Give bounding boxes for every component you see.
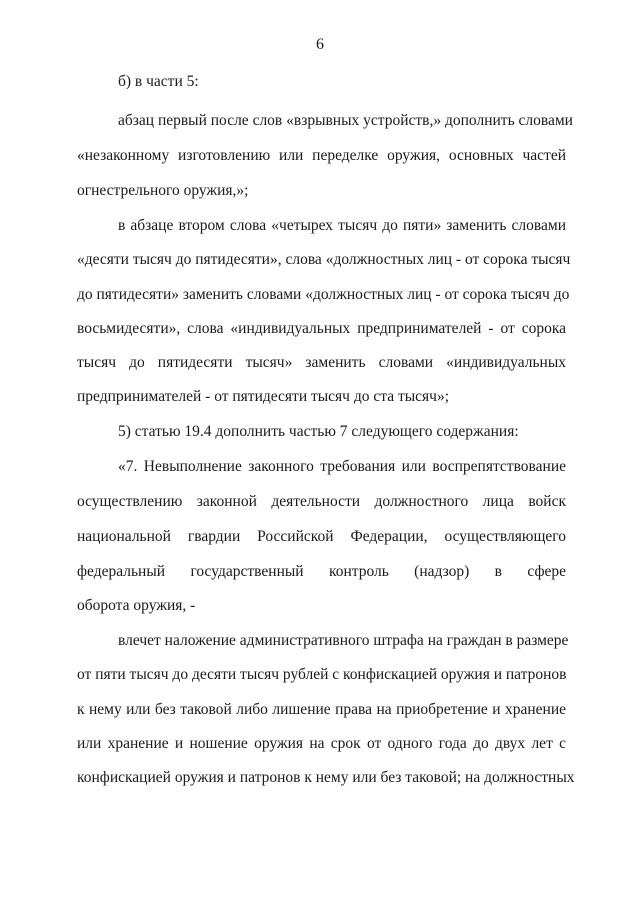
text-line: влечет наложение административного штрафа на граждан в размере bbox=[118, 632, 569, 649]
text-line: конфискацией оружия и патронов к нему или без таковой; на должностных bbox=[77, 769, 575, 786]
text-line: восьмидесяти», слова «индивидуальных предпринимателей - от сорока bbox=[77, 320, 566, 337]
text-line: от пяти тысяч до десяти тысяч рублей с конфискацией оружия и патронов bbox=[77, 666, 567, 683]
text-line: «десяти тысяч до пятидесяти», слова «должностных лиц - от сорока тысяч bbox=[77, 251, 571, 268]
text-line: осуществлению законной деятельности должностного лица войск bbox=[77, 493, 566, 510]
text-line: к нему или без таковой либо лишение права на приобретение и хранение bbox=[77, 701, 566, 718]
text-line: оборота оружия, - bbox=[77, 597, 196, 614]
text-line: б) в части 5: bbox=[118, 73, 199, 90]
text-line: до пятидесяти» заменить словами «должностных лиц - от сорока тысяч до bbox=[77, 286, 570, 303]
text-line: 5) статью 19.4 дополнить частью 7 следующего содержания: bbox=[118, 423, 519, 440]
text-line: национальной гвардии Российской Федерации, осуществляющего bbox=[77, 528, 566, 545]
text-line: в абзаце втором слова «четырех тысяч до пяти» заменить словами bbox=[118, 217, 566, 234]
text-line: тысяч до пятидесяти тысяч» заменить словами «индивидуальных bbox=[77, 354, 566, 371]
text-line: «7. Невыполнение законного требования или воспрепятствование bbox=[118, 458, 566, 475]
page-number: 6 bbox=[316, 36, 324, 53]
text-line: федеральный государственный контроль (надзор) в сфере bbox=[77, 563, 566, 580]
text-line: предпринимателей - от пятидесяти тысяч до ста тысяч»; bbox=[77, 388, 450, 405]
text-line: огнестрельного оружия,»; bbox=[77, 182, 249, 199]
text-line: «незаконному изготовлению или переделке оружия, основных частей bbox=[77, 147, 566, 164]
text-line: абзац первый после слов «взрывных устройств,» дополнить словами bbox=[118, 112, 573, 129]
text-line: или хранение и ношение оружия на срок от одного года до двух лет с bbox=[77, 735, 566, 752]
